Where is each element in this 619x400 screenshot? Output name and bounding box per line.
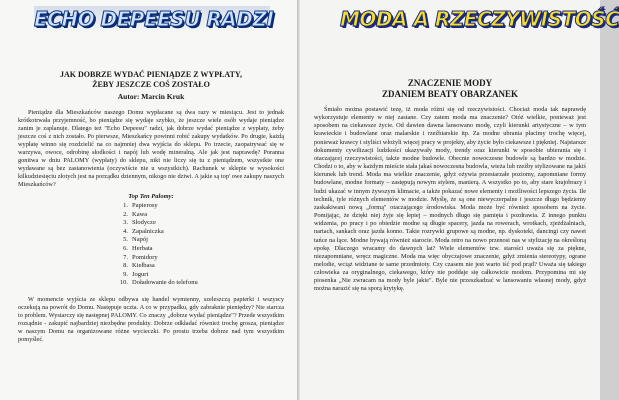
article-title-line-1: JAK DOBRZE WYDAĆ PIENIĄDZE Z WYPŁATY, (60, 70, 242, 79)
left-page (0, 0, 300, 400)
list-item-number: 9. (123, 270, 128, 278)
list-item-number: 8. (123, 262, 128, 270)
list-item (18, 279, 284, 288)
list-item-label: Jogurt (132, 270, 149, 278)
article-author: Autor: Marcin Kruk (117, 92, 185, 101)
article-title (314, 78, 586, 100)
article-title-line-1: ZNACZENIE MODY (407, 78, 493, 88)
article-title-line-2: ZDANIEM BEATY OBARZANEK (381, 89, 518, 99)
left-page-banner: ECHO DEPEESU RADZI (34, 7, 274, 31)
article-title (18, 70, 284, 90)
list-item (18, 271, 284, 280)
list-item-label: Zapalniczka (132, 227, 164, 235)
list-item-label: Doładowanie do telefonu (132, 279, 198, 287)
list-item (18, 254, 284, 263)
list-item (18, 211, 284, 220)
list-item-number: 5. (123, 236, 128, 244)
top-ten-title: Top Ten Palomy: (128, 193, 174, 200)
list-item-number: 4. (123, 227, 128, 235)
list-item-number: 2. (123, 210, 128, 218)
list-item-label: Papierosy (132, 202, 158, 209)
article-title-line-2: ŻEBY JESZCZE COŚ ZOSTAŁO (92, 80, 210, 89)
list-item (18, 228, 284, 237)
list-item (18, 219, 284, 228)
right-page (300, 0, 619, 400)
article-body: Śmiało można postawić tezę, iż moda różni się od rzeczywistości. Chociaż moda tak naprawdę wykorzystuje elementy w niej zastane. Czy zatem moda ma znaczenie? Otóż wielkie, ponieważ jest sposobem na ciekawsze życie. Od dawien dawna lansowano modę, czyli kierunki artystyczne – w tym krawieckie i budowlane oraz malarskie i rzeźbiarskie itp. Za modne ubrania płacimy trochę więcej, ponieważ krawcy i styliści włożyli więcej pracy w projekty, aby życie było ciekawsze i piękniej. Najstarsze dokumenty cywilizacji ludzkości ukazywały mody, trendy oraz kierunki w sposobie ubierania się i otaczającej rzeczywistości, także modne budowle. Obecnie nowoczesne budowle są bardzo w modzie. Chodzi o to, aby w każdym mieście stała jakaś nowoczesna budowla, wieża lub rzeźby stylizowane na jakiś kierunek lub trend. Moda ma wielkie znaczenie, gdyż ożywia przestarzałe poziomy, zapomniane formy budowlane, modne formaty – zastępują nowym stylem, manierą. A wszystko po to, aby stare krajobrazy i ludzi ukazać w innym żywszym klimacie, a także pokazać nowe elementy i możliwości lepszego życia. Ile technik, tyle różnych elementów w modzie. Myślę, że są one niewyczerpalne i jeszcze długo będziemy zaskakiwani nową „formą" otaczającego środowiska. Moda może być również sposobem na życie. Pomijając, że dzięki niej żyje się lepiej – modnych długo się pamięta i pozdrawia. Z innego punktu widzenia, po pracy i po obiedzie modne są długie spacery, jazda na rowerach, wrotkach, zjeżdżalniach, nartach, sankach oraz jazda konno. Takie rozrywki grupowe są modne, np. dyskoteki, dancingi czy nawet tańce na łące. Modne bywają również starocie. Moda retro na nowo przenosi nas w stylizację na określoną epokę. Dlaczego wracamy do dawnych lat? Wiele elementów tzw. starości uważa się za piękne, niezapomniane, wręcz magiczne. Moda ma więc obyczajowe znaczenie, gdyż zmienia stereotypy, ograne melodie, wciąż widziane te same przedmioty. Czy czasem nie jest warto iść pod prąd? Uważa się takiego człowieka za oryginalnego, ciekawego, który nie poddaje się całkowicie modom. Przypomina mi się piosenka „Nie zwracam na mody byle jakie". Byle nie przeszkadzać w lansowaniu własnej mody, gdyż można narazić się na sporą krytykę. (314, 106, 586, 293)
list-item-label: Napój (132, 236, 148, 244)
list-item (18, 236, 284, 245)
list-item-label: Herbata (132, 244, 153, 252)
list-item-label: Słodycze (132, 219, 156, 227)
list-item (18, 202, 284, 211)
list-item-number: 10. (119, 279, 128, 287)
list-item (18, 245, 284, 254)
list-item-number: 7. (123, 253, 128, 261)
list-item-label: Pomidory (132, 253, 158, 261)
list-item-number: 3. (123, 219, 128, 227)
article-paragraph-1: Pieniądze dla Mieszkańców naszego Domu wypłacane są dwa razy w miesiącu. Jest to jednak krótkotrwała przyjemność, bo pieniądze się wydaje szybko, że jeszcze wiele osób wydaje pieniądze zanim je zaplanuje. Dlatego też "Echo Depeesu" radzi, jak dobrze wydać pieniądze z wypłaty, żeby jeszcze coś z nich zostało. Po pierwsze, Mieszkańcy powinni robić zakupy wydatków. Po drugie, każdą wypłatę winno się rozdzielić na co najmniej dwa wyjścia do sklepu. Po trzecie, zaopatrywać się w warzywa, owoce, odrobinę słodkości i napój lub wodę mineralną. Ale jak jest naprawdę? Poranna gonitwa w dniu PALOMY (wypłaty) do sklepu, nikt nie liczy się tu z pieniądzem, wszystkie one wydawane są bez zastanowienia (oczywiście nie u wszystkich). Rachunek w sklepie w wysokości kilkudziesięciu złotych jest na porządku dziennym, nikogo nie dziwi. A jakie są top' owe zakupy naszych Mieszkańców? (18, 109, 284, 188)
right-page-banner: MODA A RZECZYWISTOŚĆ (340, 7, 619, 31)
list-item-label: Kawa (132, 210, 148, 218)
list-item-number: 6. (123, 244, 128, 252)
top-ten-list (18, 202, 284, 288)
list-item-number: 1. (123, 202, 128, 209)
list-item (18, 262, 284, 271)
list-item-label: Kiełbasa (132, 262, 155, 270)
article-paragraph-2: W momencie wyjścia ze sklepu odbywa się handel wymienny, szeleszczą papierki i wszyscy oczekują na powrót do Domu. Następuje uczta. A co w przypadku, gdy zabraknie pieniędzy? Nie starcza to problem. Wystarczy się następnej PALOMY. Co znaczy „dobrze wydać pieniądze"? Przede wszystkim rozsądnie - zakupić najbardziej niezbędne produkty. Dobrze odkładać również trochę grosza, pieniądze w naszym Domu na organizowane różne wycieczki. Po prostu trzeba dobrze nad tym wszystkim pomyśleć. (18, 295, 284, 343)
